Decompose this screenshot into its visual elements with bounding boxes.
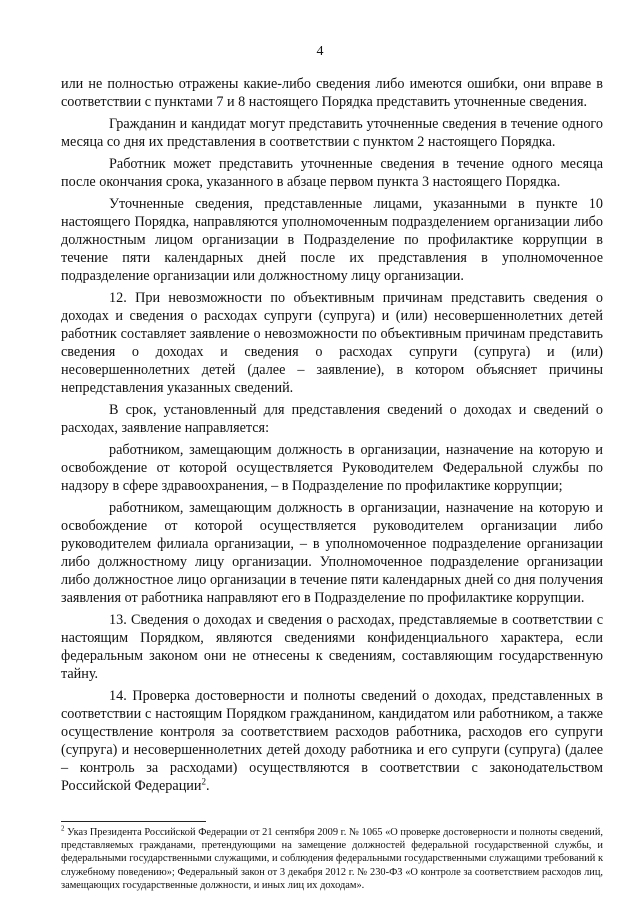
paragraph-continuation: или не полностью отражены какие-либо сведения либо имеются ошибки, они вправе в соответствии с пунктами 7 и 8 настоящего Порядка представить уточненные сведения. [61, 76, 603, 110]
footnote-reference[interactable]: 2 [201, 776, 206, 787]
paragraph-item-14: 14. Проверка достоверности и полноты сведений о доходах, представленных в соответствии с настоящим Порядком гражданином, кандидатом или работником, а также осуществление контроля за соответствием расходов работника, расходов его супруги (супруга) и несовершеннолетних детей доходу работника и его супруги (супруга) (далее – контроль за расходами) осуществляются в соответствии с законодательством Российской Федерации$^2$. [61, 688, 603, 794]
paragraph: Гражданин и кандидат могут представить уточненные сведения в течение одного месяца со дня их представления в соответствии с пунктом 2 настоящего Порядка. [61, 116, 603, 150]
paragraph: В срок, установленный для представления сведений о доходах и сведений о расходах, заявление направляется: [61, 402, 603, 436]
footnote-text: Указ Президента Российской Федерации от 21 сентября 2009 г. № 1065 «О проверке достоверности и полноты сведений, представляемых гражданами, претендующими на замещение должностей федеральной государственной службы, и федеральными государственными служащими, и соблюдения федеральными государственными служащими требований к служебному поведению»; Федеральный закон от 3 декабря 2012 г. № 230-ФЗ «О контроле за соответствием расходов лиц, замещающих государственные должности, и иных лиц их доходам». [61, 827, 603, 891]
paragraph: работником, замещающим должность в организации, назначение на которую и освобождение от которой осуществляется руководителем организации либо руководителем филиала организации, – в уполномоченное подразделение организации либо должностному лицу организации. Уполномоченное подразделение организации либо должностное лицо организации в течение пяти календарных дней со дня получения заявления от работника направляют его в Подразделение по профилактике коррупции. [61, 500, 603, 606]
paragraph: Уточненные сведения, представленные лицами, указанными в пункте 10 настоящего Порядка, направляются уполномоченным подразделением организации либо должностным лицом организации в Подразделение по профилактике коррупции в течение пяти календарных дней после их представления в уполномоченное подразделение организации или должностному лицу организации. [61, 196, 603, 284]
footnote [61, 826, 603, 892]
footnote-divider [61, 821, 206, 822]
paragraph-item-13: 13. Сведения о доходах и сведения о расходах, представляемые в соответствии с настоящим Порядком, являются сведениями конфиденциального характера, если федеральным законом они не отнесены к сведениям, составляющим государственную тайну. [61, 612, 603, 682]
paragraph-item-12: 12. При невозможности по объективным причинам представить сведения о доходах и сведения о расходах супруги (супруга) и (или) несовершеннолетних детей работник составляет заявление о невозможности по объективным причинам представить сведения о доходах и сведения о расходах супруги (супруга) и (или) несовершеннолетних детей (далее – заявление), в котором объясняет причины непредставления указанных сведений. [61, 290, 603, 396]
footnote-marker: 2 [61, 824, 65, 833]
body-text [61, 75, 603, 799]
paragraph: Работник может представить уточненные сведения в течение одного месяца после окончания срока, указанного в абзаце первом пункта 3 настоящего Порядка. [61, 156, 603, 190]
page-number: 4 [316, 44, 324, 59]
paragraph: работником, замещающим должность в организации, назначение на которую и освобождение от которой осуществляется Руководителем Федеральной службы по надзору в сфере здравоохранения, – в Подразделение по профилактике коррупции; [61, 442, 603, 494]
paragraph-item-14-text: 14. Проверка достоверности и полноты сведений о доходах, представленных в соответствии с настоящим Порядком гражданином, кандидатом или работником, а также осуществление контроля за соответствием расходов работника, расходов его супруги (супруга) и несовершеннолетних детей доходу работника и его супруги (супруга) (далее – контроль за расходами) осуществляются в соответствии с законодательством Российской Федерации [61, 688, 603, 794]
